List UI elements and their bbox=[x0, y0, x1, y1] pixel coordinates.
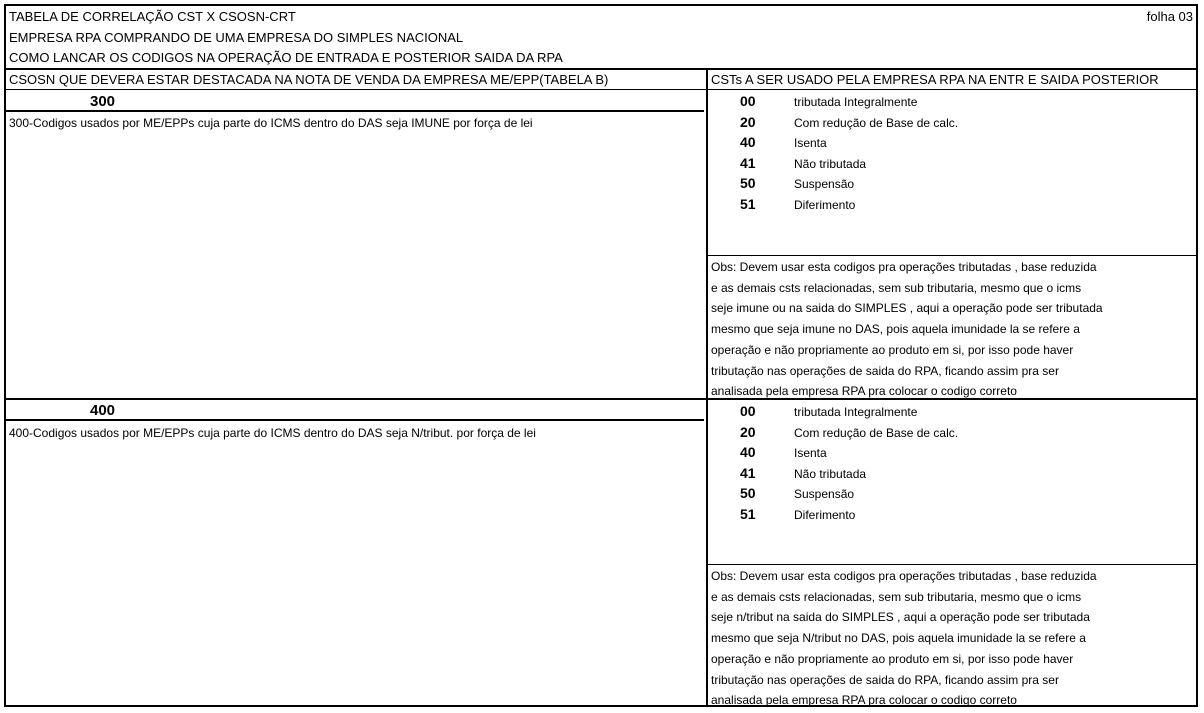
cst-label: tributada Integralmente bbox=[794, 405, 918, 419]
csosn-code-400: 400 bbox=[90, 402, 116, 419]
cst-code: 51 bbox=[740, 195, 756, 212]
cst-code: 51 bbox=[740, 505, 756, 522]
cst-label: Diferimento bbox=[794, 197, 856, 212]
cst-code: 41 bbox=[740, 154, 756, 171]
obs-line: tributação nas operações de saida do RPA, ficando assim pra ser bbox=[711, 363, 1059, 378]
page-number: folha 03 bbox=[1146, 9, 1193, 24]
csosn-description: 400-Codigos usados por ME/EPPs cuja parte do ICMS dentro do DAS seja N/tribut. por força de lei bbox=[9, 426, 536, 440]
cst-label: tributada Integralmente bbox=[794, 95, 918, 109]
cst-label: Isenta bbox=[794, 136, 827, 150]
correlation-sheet bbox=[4, 4, 1198, 707]
section-divider bbox=[6, 398, 1196, 400]
cst-code: 50 bbox=[740, 485, 756, 501]
cst-label: Com redução de Base de calc. bbox=[794, 425, 959, 440]
sheet-title: TABELA DE CORRELAÇÃO CST X CSOSN-CRT bbox=[9, 9, 296, 24]
obs-line: seje n/tribut na saida do SIMPLES , aqui a operação pode ser tributada bbox=[711, 610, 1090, 625]
obs-line: Obs: Devem usar esta codigos pra operações tributadas , base reduzida bbox=[711, 569, 1097, 583]
column-header-divider bbox=[6, 89, 1196, 90]
column-divider bbox=[706, 68, 708, 705]
obs-line: operação e não propriamente ao produto em si, por isso pode haver bbox=[711, 342, 1074, 357]
csosn-description: 300-Codigos usados por ME/EPPs cuja parte do ICMS dentro do DAS seja IMUNE por força de lei bbox=[9, 116, 533, 130]
cst-label: Isenta bbox=[794, 446, 827, 460]
obs-line: mesmo que seja N/tribut no DAS, pois aquela imunidade la se refere a bbox=[711, 631, 1086, 646]
cst-code: 40 bbox=[740, 134, 756, 150]
obs-line: e as demais csts relacionadas, sem sub tributaria, mesmo que o icms bbox=[711, 589, 1082, 604]
cst-label: Não tributada bbox=[794, 466, 867, 481]
cst-label: Diferimento bbox=[794, 507, 856, 522]
cst-label: Suspensão bbox=[794, 487, 855, 501]
obs-divider bbox=[707, 255, 1196, 256]
obs-line: analisada pela empresa RPA pra colocar o codigo correto bbox=[711, 693, 1017, 708]
obs-line: tributação nas operações de saida do RPA, ficando assim pra ser bbox=[711, 672, 1059, 687]
cst-label: Com redução de Base de calc. bbox=[794, 115, 959, 130]
obs-line: e as demais csts relacionadas, sem sub tributaria, mesmo que o icms bbox=[711, 280, 1082, 295]
obs-line: Obs: Devem usar esta codigos pra operações tributadas , base reduzida bbox=[711, 260, 1097, 274]
obs-line: operação e não propriamente ao produto em si, por isso pode haver bbox=[711, 651, 1074, 666]
cst-code: 50 bbox=[740, 175, 756, 191]
obs-note bbox=[711, 566, 1097, 711]
csosn-code-300: 300 bbox=[90, 93, 116, 110]
obs-line: seje imune ou na saida do SIMPLES , aqui a operação pode ser tributada bbox=[711, 301, 1103, 316]
cst-code: 20 bbox=[740, 423, 756, 440]
cst-label: Suspensão bbox=[794, 177, 855, 191]
cst-code: 41 bbox=[740, 464, 756, 481]
csosn-code-underline bbox=[6, 110, 704, 112]
cst-code: 00 bbox=[740, 93, 756, 109]
cst-code: 00 bbox=[740, 403, 756, 419]
cst-label: Não tributada bbox=[794, 156, 867, 171]
cst-code: 20 bbox=[740, 113, 756, 130]
csosn-code-underline bbox=[6, 419, 704, 421]
obs-note bbox=[711, 257, 1103, 402]
column-header-cst: CSTs A SER USADO PELA EMPRESA RPA NA ENTR E SAIDA POSTERIOR bbox=[711, 72, 1159, 87]
obs-line: mesmo que seja imune no DAS, pois aquela imunidade la se refere a bbox=[711, 322, 1080, 337]
header-divider bbox=[6, 68, 1196, 70]
cst-code: 40 bbox=[740, 444, 756, 460]
column-header-csosn: CSOSN QUE DEVERA ESTAR DESTACADA NA NOTA DE VENDA DA EMPRESA ME/EPP(TABELA B) bbox=[9, 72, 609, 87]
sheet-instructions: COMO LANCAR OS CODIGOS NA OPERAÇÃO DE ENTRADA E POSTERIOR SAIDA DA RPA bbox=[9, 50, 563, 65]
sheet-subtitle: EMPRESA RPA COMPRANDO DE UMA EMPRESA DO SIMPLES NACIONAL bbox=[9, 30, 464, 45]
obs-divider bbox=[707, 564, 1196, 565]
obs-line: analisada pela empresa RPA pra colocar o codigo correto bbox=[711, 384, 1017, 399]
